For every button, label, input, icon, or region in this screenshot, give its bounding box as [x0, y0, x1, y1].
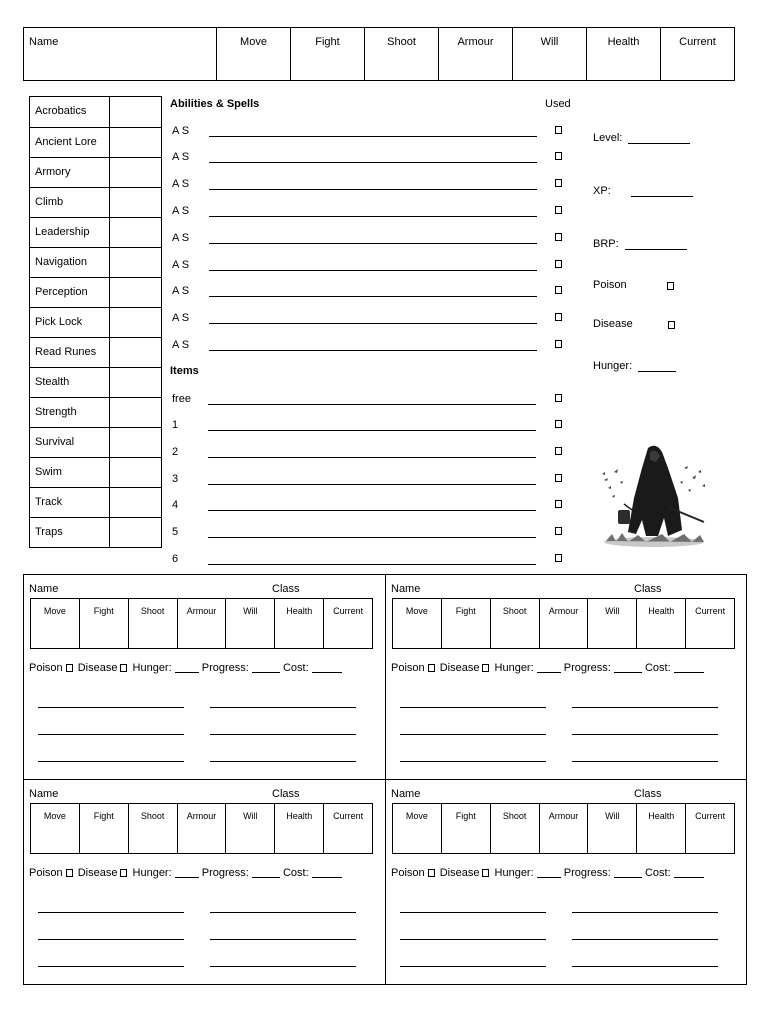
item-checkbox[interactable] [555, 500, 562, 508]
skill-label: Traps [35, 526, 63, 538]
skill-row [30, 367, 161, 397]
ability-row-label: A S [172, 339, 190, 351]
ability-line[interactable] [209, 136, 537, 137]
henchman-name-label[interactable]: Name [29, 583, 59, 595]
skill-value-cell[interactable] [109, 518, 161, 547]
henchman-stat-cell[interactable]: Armour [177, 599, 226, 648]
henchman-hunger-blank[interactable] [537, 868, 561, 878]
item-row-label: 4 [172, 499, 179, 511]
henchman-hunger-blank[interactable] [175, 663, 199, 673]
henchman-progress-label: Progress: [563, 867, 611, 879]
hunger-blank[interactable] [638, 362, 676, 372]
ability-used-checkbox[interactable] [555, 313, 562, 321]
xp-field[interactable] [593, 185, 693, 197]
skill-row [30, 247, 161, 277]
henchman-poison-label: Poison [29, 867, 63, 879]
henchman-hunger-blank[interactable] [537, 663, 561, 673]
armour-cell[interactable]: Armour [438, 28, 512, 80]
skill-label: Survival [35, 436, 75, 448]
henchman-panel [24, 780, 384, 984]
henchman-note-line[interactable] [572, 707, 718, 708]
henchman-status-line [29, 867, 342, 879]
henchman-panel [386, 575, 746, 779]
henchman-class-label[interactable]: Class [634, 583, 662, 595]
ability-row [172, 339, 572, 353]
skill-label: Track [35, 496, 63, 508]
henchman-note-line[interactable] [210, 966, 356, 967]
xp-blank[interactable] [631, 187, 693, 197]
henchman-progress-label: Progress: [563, 662, 611, 674]
henchman-note-line[interactable] [210, 939, 356, 940]
ability-used-checkbox[interactable] [555, 152, 562, 160]
hunger-field[interactable] [593, 360, 676, 372]
henchman-hunger-label: Hunger: [132, 662, 172, 674]
skills-table [29, 96, 162, 548]
henchman-poison-checkbox[interactable] [66, 664, 73, 672]
level-label: Level: [593, 132, 623, 144]
henchman-class-label[interactable]: Class [634, 788, 662, 800]
henchman-stats-table [392, 803, 735, 854]
ability-row [172, 125, 572, 139]
henchmen-section [23, 574, 747, 985]
henchman-stats-table [392, 598, 735, 649]
will-cell[interactable]: Will [512, 28, 586, 80]
henchman-poison-checkbox[interactable] [66, 869, 73, 877]
item-row-label: 2 [172, 446, 179, 458]
henchman-status-line [391, 662, 704, 674]
skill-label: Strength [35, 406, 77, 418]
ability-line[interactable] [209, 162, 537, 163]
henchman-progress-blank[interactable] [252, 868, 280, 878]
xp-label: XP: [593, 185, 611, 197]
henchman-disease-checkbox[interactable] [120, 869, 127, 877]
ability-line[interactable] [209, 189, 537, 190]
henchman-poison-label: Poison [391, 867, 425, 879]
item-row [172, 499, 572, 513]
henchman-stat-cell[interactable]: Health [636, 599, 685, 648]
ability-row-label: A S [172, 259, 190, 271]
brp-label: BRP: [593, 238, 619, 250]
henchman-stat-cell[interactable]: Fight [441, 599, 490, 648]
henchman-stat-cell[interactable]: Shoot [490, 804, 539, 853]
ability-row [172, 151, 572, 165]
item-row [172, 419, 572, 433]
ability-row-label: A S [172, 178, 190, 190]
henchman-name-label[interactable]: Name [29, 788, 59, 800]
skill-row [30, 217, 161, 247]
current-cell[interactable]: Current [660, 28, 734, 80]
henchman-stats-table [30, 598, 373, 649]
item-checkbox[interactable] [555, 474, 562, 482]
henchman-status-line [29, 662, 342, 674]
henchman-note-line[interactable] [400, 707, 546, 708]
hooded-warrior-illustration [598, 438, 710, 550]
henchman-cost-label: Cost: [282, 662, 309, 674]
henchman-poison-label: Poison [29, 662, 63, 674]
ability-line[interactable] [209, 243, 537, 244]
item-line[interactable] [208, 430, 536, 431]
henchman-note-line[interactable] [210, 912, 356, 913]
henchman-cost-blank[interactable] [674, 663, 704, 673]
ability-row [172, 259, 572, 273]
ability-row-label: A S [172, 151, 190, 163]
henchman-note-line[interactable] [38, 734, 184, 735]
item-checkbox[interactable] [555, 447, 562, 455]
henchman-stat-cell[interactable]: Move [405, 606, 428, 616]
hunger-label: Hunger: [593, 360, 633, 372]
henchman-stats-table [30, 803, 373, 854]
skill-value-cell[interactable] [109, 398, 161, 427]
henchman-note-line[interactable] [38, 912, 184, 913]
henchman-disease-checkbox[interactable] [482, 664, 489, 672]
ability-used-checkbox[interactable] [555, 126, 562, 134]
henchman-panel [24, 575, 384, 779]
ability-line[interactable] [209, 323, 537, 324]
henchman-cost-blank[interactable] [312, 868, 342, 878]
used-header: Used [545, 98, 571, 110]
henchman-note-line[interactable] [572, 912, 718, 913]
name-cell[interactable]: Name [29, 36, 59, 48]
henchman-note-line[interactable] [210, 734, 356, 735]
ability-row-label: A S [172, 312, 190, 324]
brp-field[interactable] [593, 238, 687, 250]
item-row [172, 446, 572, 460]
item-row-label: 5 [172, 526, 179, 538]
henchman-stat-cell[interactable]: Move [405, 811, 428, 821]
henchman-stat-cell[interactable]: Will [587, 804, 636, 853]
skill-value-cell[interactable] [109, 368, 161, 397]
skill-value-cell[interactable] [109, 308, 161, 337]
henchman-stat-cell[interactable]: Fight [79, 804, 128, 853]
ability-row-label: A S [172, 232, 190, 244]
henchman-stat-cell[interactable]: Current [323, 804, 372, 853]
ability-row-label: A S [172, 125, 190, 137]
brp-blank[interactable] [625, 240, 687, 250]
henchman-class-label[interactable]: Class [272, 583, 300, 595]
ability-used-checkbox[interactable] [555, 260, 562, 268]
shoot-cell[interactable]: Shoot [364, 28, 438, 80]
ability-row [172, 205, 572, 219]
henchman-progress-blank[interactable] [614, 663, 642, 673]
henchman-progress-blank[interactable] [614, 868, 642, 878]
skill-value-cell[interactable] [109, 97, 161, 127]
henchman-note-line[interactable] [572, 939, 718, 940]
skill-label: Navigation [35, 256, 87, 268]
disease-checkbox[interactable] [668, 321, 675, 329]
ability-line[interactable] [209, 350, 537, 351]
disease-label: Disease [593, 318, 633, 330]
henchman-stat-cell[interactable]: Current [685, 599, 734, 648]
ability-row [172, 285, 572, 299]
henchman-stat-cell[interactable]: Move [43, 811, 66, 821]
henchman-progress-label: Progress: [201, 662, 249, 674]
item-row [172, 473, 572, 487]
ability-used-checkbox[interactable] [555, 206, 562, 214]
henchman-stat-cell[interactable]: Health [274, 599, 323, 648]
character-stat-table [23, 27, 735, 81]
item-line[interactable] [208, 457, 536, 458]
skill-value-cell[interactable] [109, 488, 161, 517]
henchman-cost-label: Cost: [282, 867, 309, 879]
item-row-label: 6 [172, 553, 179, 565]
skill-value-cell[interactable] [109, 458, 161, 487]
skill-label: Acrobatics [35, 105, 87, 117]
henchman-stat-cell[interactable]: Armour [177, 804, 226, 853]
henchman-stat-cell[interactable]: Shoot [128, 599, 177, 648]
skill-row [30, 397, 161, 427]
skill-label: Ancient Lore [35, 136, 97, 148]
skill-value-cell[interactable] [109, 338, 161, 367]
skill-row [30, 337, 161, 367]
skill-value-cell[interactable] [109, 128, 161, 157]
skill-value-cell[interactable] [109, 278, 161, 307]
henchman-note-line[interactable] [572, 761, 718, 762]
henchman-poison-checkbox[interactable] [428, 664, 435, 672]
henchman-note-line[interactable] [400, 761, 546, 762]
skill-label: Leadership [35, 226, 90, 238]
ability-row [172, 232, 572, 246]
skill-row [30, 517, 161, 547]
ability-used-checkbox[interactable] [555, 286, 562, 294]
ability-used-checkbox[interactable] [555, 340, 562, 348]
skill-label: Perception [35, 286, 88, 298]
henchman-note-line[interactable] [38, 707, 184, 708]
henchman-progress-blank[interactable] [252, 663, 280, 673]
skill-label: Armory [35, 166, 71, 178]
henchman-note-line[interactable] [38, 761, 184, 762]
ability-used-checkbox[interactable] [555, 179, 562, 187]
skill-row [30, 427, 161, 457]
henchman-stat-cell[interactable]: Armour [539, 804, 588, 853]
henchman-stat-cell[interactable]: Fight [79, 599, 128, 648]
henchman-stat-cell[interactable]: Will [587, 599, 636, 648]
item-checkbox[interactable] [555, 527, 562, 535]
skill-value-cell[interactable] [109, 218, 161, 247]
henchman-status-line [391, 867, 704, 879]
fight-cell[interactable]: Fight [290, 28, 364, 80]
skill-value-cell[interactable] [109, 428, 161, 457]
henchman-note-line[interactable] [38, 939, 184, 940]
ability-row-label: A S [172, 205, 190, 217]
henchman-stat-cell[interactable]: Shoot [128, 804, 177, 853]
skill-value-cell[interactable] [109, 158, 161, 187]
level-blank[interactable] [628, 134, 690, 144]
henchman-poison-checkbox[interactable] [428, 869, 435, 877]
skill-label: Pick Lock [35, 316, 83, 328]
item-row-label: free [172, 393, 191, 405]
henchman-stat-cell[interactable]: Will [225, 804, 274, 853]
henchman-panel [386, 780, 746, 984]
henchman-stat-cell[interactable]: Shoot [490, 599, 539, 648]
skill-label: Climb [35, 196, 64, 208]
henchman-name-label[interactable]: Name [391, 583, 421, 595]
ability-row [172, 312, 572, 326]
henchman-note-line[interactable] [400, 912, 546, 913]
henchman-hunger-label: Hunger: [132, 867, 172, 879]
item-line[interactable] [208, 537, 536, 538]
move-cell[interactable]: Move [216, 28, 290, 80]
henchman-note-line[interactable] [572, 966, 718, 967]
henchman-cost-blank[interactable] [674, 868, 704, 878]
henchman-note-line[interactable] [210, 707, 356, 708]
poison-label: Poison [593, 279, 627, 291]
ability-line[interactable] [209, 270, 537, 271]
henchman-disease-label: Disease [77, 867, 118, 879]
henchman-note-line[interactable] [38, 966, 184, 967]
skill-row [30, 157, 161, 187]
item-checkbox[interactable] [555, 394, 562, 402]
ability-line[interactable] [209, 296, 537, 297]
henchman-poison-label: Poison [391, 662, 425, 674]
henchman-cost-label: Cost: [644, 867, 671, 879]
skill-row [30, 187, 161, 217]
henchman-hunger-label: Hunger: [494, 867, 534, 879]
ability-row-label: A S [172, 285, 190, 297]
skill-value-cell[interactable] [109, 248, 161, 277]
henchman-hunger-label: Hunger: [494, 662, 534, 674]
item-row [172, 393, 572, 407]
items-title: Items [170, 365, 199, 377]
skill-row [30, 307, 161, 337]
henchman-disease-checkbox[interactable] [482, 869, 489, 877]
skill-row [30, 277, 161, 307]
henchman-stat-cell[interactable]: Will [225, 599, 274, 648]
skill-row [30, 487, 161, 517]
henchman-stat-cell[interactable]: Current [685, 804, 734, 853]
henchman-cost-label: Cost: [644, 662, 671, 674]
ability-line[interactable] [209, 216, 537, 217]
item-row-label: 1 [172, 419, 179, 431]
poison-checkbox[interactable] [667, 282, 674, 290]
item-row [172, 553, 572, 567]
henchman-disease-label: Disease [77, 662, 118, 674]
skill-row [30, 127, 161, 157]
henchman-note-line[interactable] [400, 966, 546, 967]
item-checkbox[interactable] [555, 554, 562, 562]
henchman-class-label[interactable]: Class [272, 788, 300, 800]
item-line[interactable] [208, 484, 536, 485]
skill-row [30, 97, 161, 127]
ability-used-checkbox[interactable] [555, 233, 562, 241]
henchman-stat-cell[interactable]: Current [323, 599, 372, 648]
henchman-stat-cell[interactable]: Armour [539, 599, 588, 648]
henchman-name-label[interactable]: Name [391, 788, 421, 800]
henchman-note-line[interactable] [400, 734, 546, 735]
skill-row [30, 457, 161, 487]
item-line[interactable] [208, 564, 536, 565]
henchman-stat-cell[interactable]: Health [636, 804, 685, 853]
ability-row [172, 178, 572, 192]
poison-field[interactable] [593, 279, 674, 291]
henchman-stat-cell[interactable]: Move [43, 606, 66, 616]
henchman-progress-label: Progress: [201, 867, 249, 879]
henchman-note-line[interactable] [400, 939, 546, 940]
henchman-disease-checkbox[interactable] [120, 664, 127, 672]
skill-value-cell[interactable] [109, 188, 161, 217]
item-line[interactable] [208, 404, 536, 405]
health-cell[interactable]: Health [586, 28, 660, 80]
item-row [172, 526, 572, 540]
skill-label: Swim [35, 466, 62, 478]
abilities-title: Abilities & Spells [170, 98, 260, 110]
henchman-disease-label: Disease [439, 662, 480, 674]
item-line[interactable] [208, 510, 536, 511]
level-field[interactable] [593, 132, 690, 144]
skill-label: Read Runes [35, 346, 97, 358]
henchman-note-line[interactable] [572, 734, 718, 735]
henchman-stat-cell[interactable]: Fight [441, 804, 490, 853]
item-checkbox[interactable] [555, 420, 562, 428]
henchman-stat-cell[interactable]: Health [274, 804, 323, 853]
item-row-label: 3 [172, 473, 179, 485]
henchman-cost-blank[interactable] [312, 663, 342, 673]
disease-field[interactable] [593, 318, 675, 330]
henchman-disease-label: Disease [439, 867, 480, 879]
skill-label: Stealth [35, 376, 70, 388]
henchman-note-line[interactable] [210, 761, 356, 762]
henchman-hunger-blank[interactable] [175, 868, 199, 878]
